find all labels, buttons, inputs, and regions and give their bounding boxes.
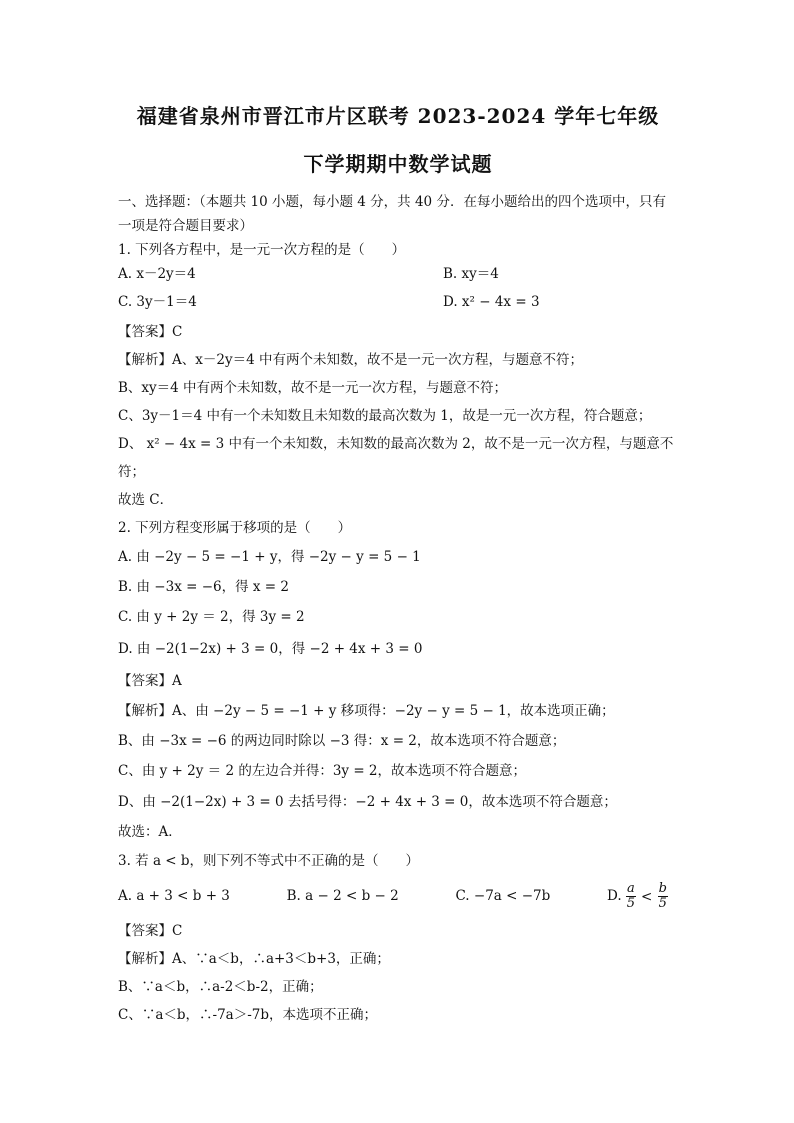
question-1-analysis-c: C、3y－1＝4 中有一个未知数且未知数的最高次数为 1，故是一元一次方程，符合题意；	[118, 408, 652, 424]
title-line-1: 福建省泉州市晋江市片区联考 2023-2024 学年七年级	[136, 104, 660, 128]
question-2-analysis-d: D、由 −2(1−2x) + 3 = 0 去括号得：−2 + 4x + 3 = 0，故本选项不符合题意；	[118, 794, 617, 810]
question-1-options-row-1	[118, 262, 678, 286]
question-3-analysis-c: C、∵a＜b，∴-7a＞-7b，本选项不正确；	[118, 1006, 378, 1023]
fraction-numerator: b	[658, 881, 667, 896]
question-3-option-c: C. −7a < −7b	[455, 888, 551, 904]
question-2-stem: 2. 下列方程变形属于移项的是（ ）	[118, 520, 352, 536]
question-1-option-d: D. x² − 4x = 3	[443, 294, 540, 310]
question-3-answer: 【答案】C	[118, 922, 183, 939]
fraction-a-over-5	[626, 882, 636, 911]
question-1-stem: 1. 下列各方程中，是一元一次方程的是（ ）	[118, 242, 406, 258]
question-1-option-b: B. xy＝4	[443, 266, 499, 282]
question-2-answer: 【答案】A	[118, 673, 182, 689]
fraction-denominator: 5	[658, 896, 667, 911]
fraction-b-over-5	[658, 882, 668, 911]
fraction-denominator: 5	[626, 896, 635, 911]
question-1-analysis-d: D、 x² − 4x = 3 中有一个未知数，未知数的最高次数为 2，故不是一元一次方程，与题意不符；	[118, 436, 674, 480]
question-2-analysis-c: C、由 y + 2y ＝ 2 的左边合并得：3y = 2，故本选项不符合题意；	[118, 763, 527, 779]
section-heading: 一、选择题：（本题共 10 小题，每小题 4 分，共 40 分．在每小题给出的四个选项中，只有一项是符合题目要求）	[118, 194, 666, 234]
question-2-option-b: B. 由 −3x = −6，得 x = 2	[118, 579, 289, 595]
question-3-analysis-a: 【解析】A、∵a＜b，∴a+3＜b+3，正确；	[118, 950, 390, 967]
question-1-option-c: C. 3y－1＝4	[118, 294, 197, 310]
question-1-options-row-2	[118, 286, 678, 318]
less-than-symbol: <	[641, 888, 653, 905]
question-1-choice: 故选 C．	[118, 492, 174, 508]
question-1-analysis-b: B、xy＝4 中有两个未知数，故不是一元一次方程，与题意不符；	[118, 380, 508, 396]
question-2-option-a: A. 由 −2y − 5 = −1 + y，得 −2y − y = 5 − 1	[118, 549, 421, 565]
question-3-option-d	[607, 876, 668, 917]
question-1-answer: 【答案】C	[118, 324, 183, 340]
question-1-option-a: A. x－2y＝4	[118, 266, 196, 282]
title-line-2: 下学期期中数学试题	[303, 152, 493, 176]
question-3-analysis-b: B、∵a＜b，∴a-2＜b-2，正确；	[118, 978, 323, 995]
question-2-analysis-b: B、由 −3x = −6 的两边同时除以 −3 得：x = 2，故本选项不符合题意；	[118, 733, 566, 749]
question-3-option-b: B. a − 2 < b − 2	[286, 888, 399, 904]
document-page	[118, 92, 678, 1029]
question-2-analysis-a: 【解析】A、由 −2y − 5 = −1 + y 移项得：−2y − y = 5 − 1，故本选项正确；	[118, 703, 615, 719]
question-3-option-a: A. a + 3 < b + 3	[118, 888, 230, 904]
question-2-choice: 故选：A．	[118, 824, 182, 840]
question-2-option-d: D. 由 −2(1−2x) + 3 = 0，得 −2 + 4x + 3 = 0	[118, 641, 423, 657]
question-3-stem: 3. 若 a < b，则下列不等式中不正确的是（ ）	[118, 853, 420, 869]
question-3-option-d-label: D.	[607, 888, 622, 904]
fraction-numerator: a	[626, 881, 635, 896]
question-2-option-c: C. 由 y + 2y ＝ 2，得 3y = 2	[118, 609, 305, 625]
question-1-analysis-a: 【解析】A、x－2y＝4 中有两个未知数，故不是一元一次方程，与题意不符；	[118, 352, 583, 368]
question-3-options	[118, 876, 678, 917]
